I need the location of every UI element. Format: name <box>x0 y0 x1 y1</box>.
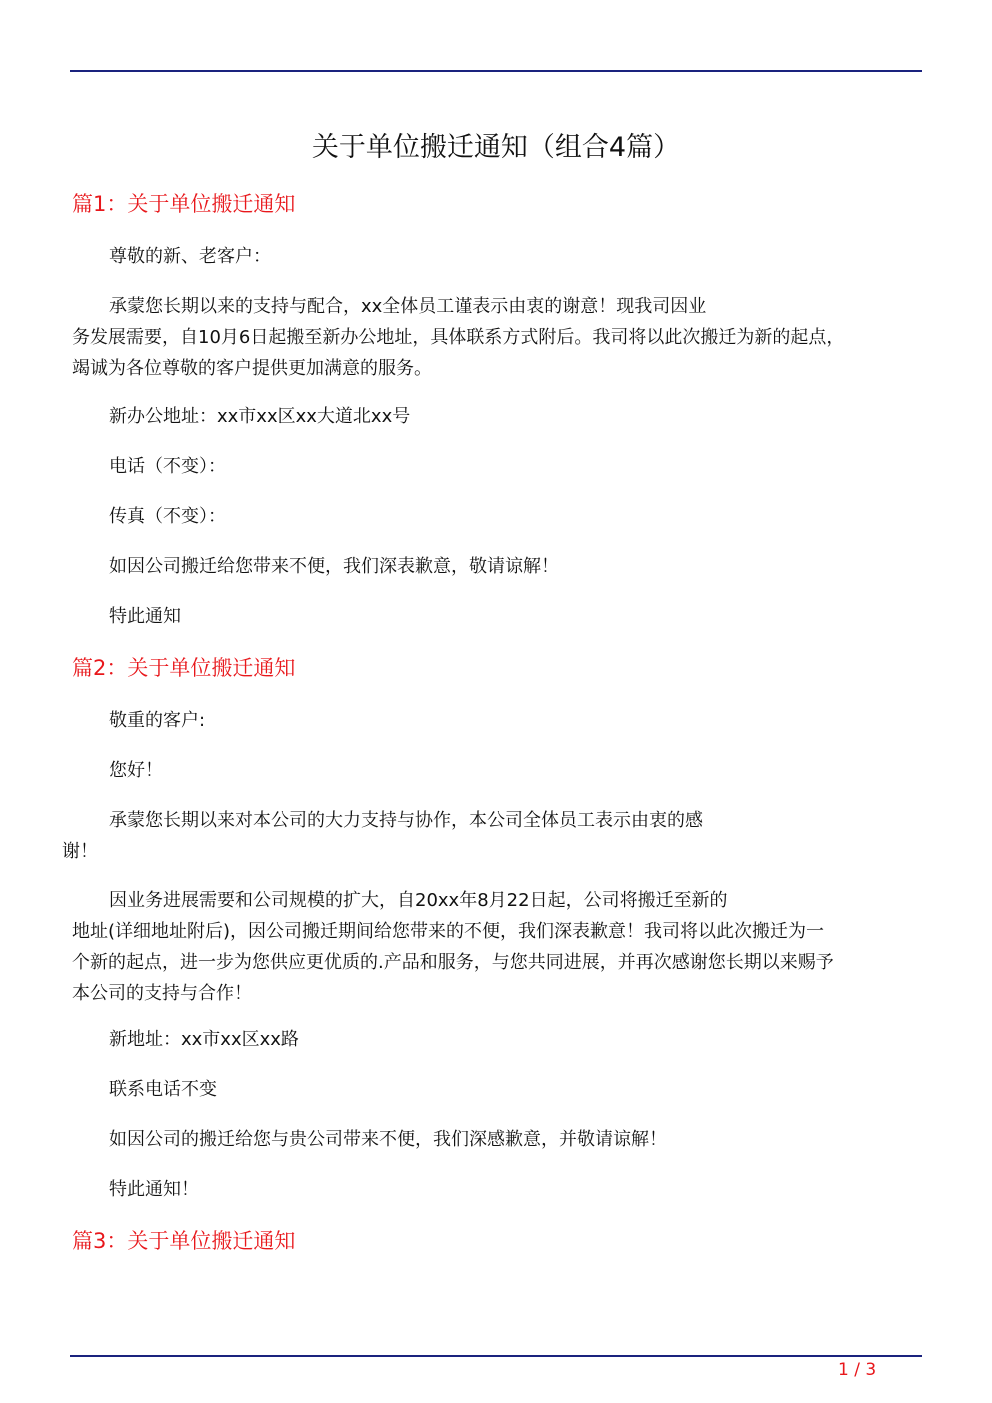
paragraph: 您好！ <box>109 760 163 781</box>
paragraph: 承蒙您长期以来的支持与配合，xx全体员工谨表示由衷的谢意！现我司因业 务发展需要，自10月6日起搬至新办公地址，具体联系方式附后。我司将以此次搬迁为新的起点， 竭诚为各位尊敬的客户提供更加满意的服务。 <box>72 296 845 379</box>
paragraph: 新地址：xx市xx区xx路 <box>109 1029 299 1050</box>
section-heading-3: 篇3：关于单位搬迁通知 <box>72 1229 296 1253</box>
paragraph: 电话（不变）： <box>109 456 226 477</box>
page-number: 1 / 3 <box>838 1360 877 1380</box>
paragraph: 联系电话不变 <box>109 1079 217 1100</box>
paragraph: 敬重的客户: <box>109 710 206 731</box>
paragraph: 因业务进展需要和公司规模的扩大，自20xx年8月22日起，公司将搬迁至新的 地址(详细地址附后)，因公司搬迁期间给您带来的不便，我们深表歉意！我司将以此次搬迁为一 个新的起点，进一步为您供应更优质的.产品和服务，与您共同进展，并再次感谢您长期以来赐予 本公司的支持与合作！ <box>72 890 834 1004</box>
section-heading-2: 篇2：关于单位搬迁通知 <box>72 656 296 680</box>
header-rule <box>70 70 922 72</box>
paragraph: 承蒙您长期以来对本公司的大力支持与协作，本公司全体员工表示由衷的感 谢！ <box>62 810 703 862</box>
document-title: 关于单位搬迁通知（组合4篇） <box>311 132 681 163</box>
footer-rule <box>70 1355 922 1357</box>
paragraph: 新办公地址：xx市xx区xx大道北xx号 <box>109 406 411 427</box>
paragraph: 如因公司的搬迁给您与贵公司带来不便，我们深感歉意，并敬请谅解！ <box>109 1129 667 1150</box>
paragraph: 尊敬的新、老客户： <box>109 246 271 267</box>
paragraph: 如因公司搬迁给您带来不便，我们深表歉意，敬请谅解！ <box>109 556 559 577</box>
paragraph: 传真（不变）： <box>109 506 226 527</box>
paragraph: 特此通知！ <box>109 1179 199 1200</box>
paragraph: 特此通知 <box>109 606 181 627</box>
section-heading-1: 篇1：关于单位搬迁通知 <box>72 192 296 216</box>
